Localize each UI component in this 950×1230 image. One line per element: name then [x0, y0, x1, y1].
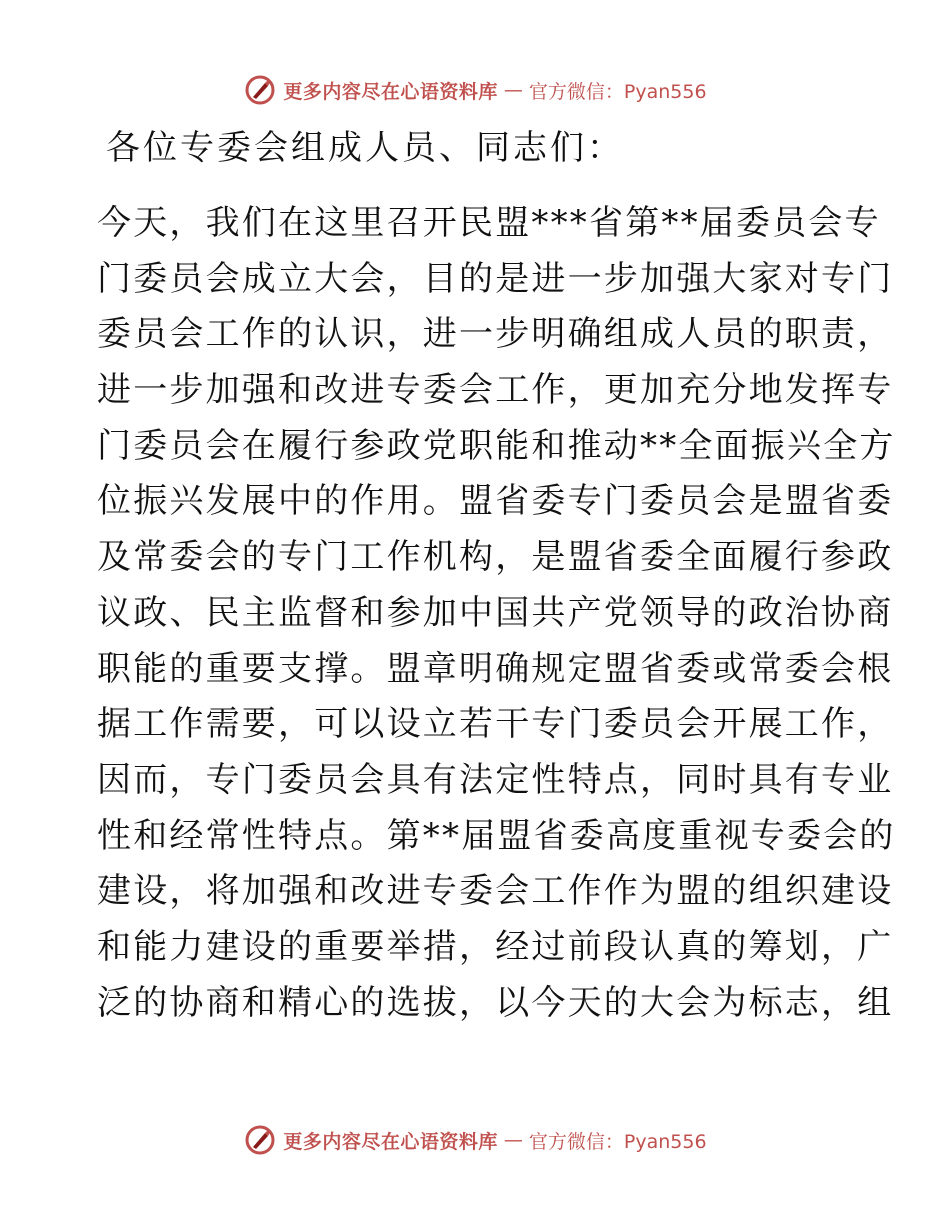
- watermark-contact: 官方微信：Pyan556: [528, 80, 707, 103]
- watermark-text: 更多内容尽在心语资料库: [283, 1130, 498, 1153]
- text-line: 职能的重要支撑。盟章明确规定盟省委或常委会根: [97, 648, 894, 689]
- header-watermark: [0, 70, 950, 110]
- text-line: 门委员会成立大会，目的是进一步加强大家对专门: [97, 258, 894, 299]
- text-line: 据工作需要，可以设立若干专门委员会开展工作，: [97, 704, 894, 745]
- text-line: 因而，专门委员会具有法定性特点，同时具有专业: [97, 759, 894, 800]
- text-line: 门委员会在履行参政党职能和推动**全面振兴全方: [97, 425, 896, 466]
- pen-nib-logo-icon: [243, 73, 277, 107]
- text-line: 和能力建设的重要举措，经过前段认真的筹划，广: [97, 926, 894, 967]
- body-paragraph: [97, 196, 896, 1031]
- watermark-dash: —: [503, 1129, 523, 1151]
- text-line: 委员会工作的认识，进一步明确组成人员的职责，: [97, 314, 894, 355]
- text-line: 泛的协商和精心的选拔，以今天的大会为标志，组: [97, 982, 894, 1023]
- text-line: 今天，我们在这里召开民盟***省第**届委员会专: [97, 203, 881, 243]
- text-line: 位振兴发展中的作用。盟省委专门委员会是盟省委: [97, 481, 894, 522]
- text-line: 建设，将加强和改进专委会工作作为盟的组织建设: [97, 871, 894, 912]
- watermark-text: 更多内容尽在心语资料库: [283, 80, 498, 103]
- text-line: 进一步加强和改进专委会工作，更加充分地发挥专: [97, 370, 894, 411]
- pen-nib-logo-icon: [243, 1123, 277, 1157]
- salutation: 各位专委会组成人员、同志们：: [106, 128, 624, 168]
- text-line: 及常委会的专门工作机构，是盟省委全面履行参政: [97, 537, 894, 578]
- watermark-contact: 官方微信：Pyan556: [528, 1130, 707, 1153]
- watermark-dash: —: [503, 79, 523, 101]
- text-line: 性和经常性特点。第**届盟省委高度重视专委会的: [97, 815, 896, 856]
- footer-watermark: [0, 1120, 950, 1160]
- text-line: 议政、民主监督和参加中国共产党领导的政治协商: [97, 592, 894, 633]
